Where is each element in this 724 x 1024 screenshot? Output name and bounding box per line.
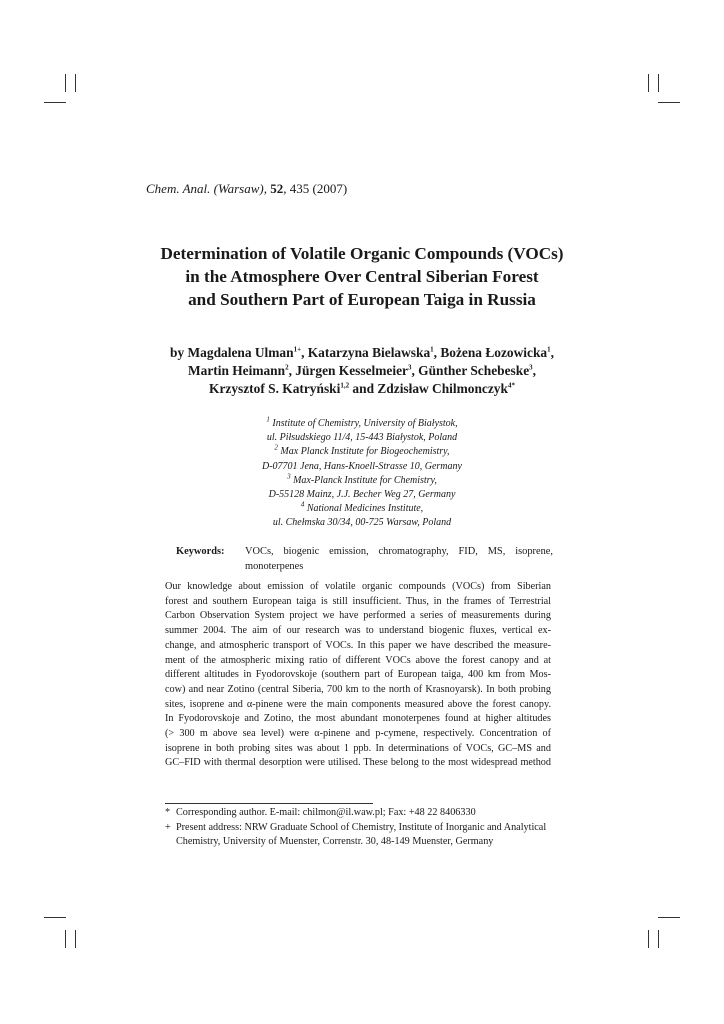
author-separator: and <box>349 381 378 396</box>
affiliation-line <box>160 417 564 431</box>
abstract-line: cow) and near Zotino (central Siberia, 700 km to the north of Krasnoyarsk). In both probing <box>165 683 551 695</box>
affiliations <box>160 417 564 531</box>
affiliation-text: National Medicines Institute, <box>304 503 424 515</box>
author-affiliation-mark: 1 <box>547 345 551 354</box>
abstract-line: In Fyodorovskoje and Zotino, the most abundant monoterpenes found at higher altitudes <box>165 713 551 725</box>
crop-mark <box>658 102 680 103</box>
author-separator: , <box>550 345 554 360</box>
author-name: Zdzisław Chilmonczyk <box>377 381 508 396</box>
crop-mark <box>44 102 66 103</box>
footnotes <box>165 806 589 850</box>
author-affiliation-mark: 3 <box>407 363 412 372</box>
author-line <box>100 380 624 398</box>
abstract-line: different altitudes in Fyodorovskoje (southern part of European taiga, 400 km from Mos- <box>165 669 551 681</box>
affiliation-line <box>160 431 564 445</box>
author-name: Martin Heimann <box>188 363 286 378</box>
journal-volume: 52 <box>270 181 284 196</box>
author-line <box>100 344 624 362</box>
title-line: Determination of Volatile Organic Compounds (VOCs) <box>160 244 564 263</box>
author-separator: , <box>433 345 441 360</box>
footnote-rule <box>165 803 373 804</box>
author-name: Katarzyna Bielawska <box>307 345 431 360</box>
author-name: Günther Schebeske <box>418 363 530 378</box>
author-affiliation-mark: 1,2 <box>340 381 350 390</box>
abstract-line: isoprene in both probing sites was about 1 ppb. In determinations of VOCs, GC–MS and <box>165 742 551 754</box>
affiliation-mark: 2 <box>274 444 278 453</box>
affiliation-text: Max Planck Institute for Biogeochemistry, <box>277 446 450 458</box>
crop-mark <box>44 917 66 918</box>
author-name: Jürgen Kesselmeier <box>295 363 408 378</box>
abstract <box>165 580 551 771</box>
journal-pages-year: , 435 (2007) <box>283 181 348 196</box>
journal-citation <box>146 181 347 197</box>
keywords-label: Keywords: <box>176 546 225 557</box>
affiliation-line <box>160 502 564 516</box>
affiliation-line <box>160 516 564 530</box>
affiliation-text: Institute of Chemistry, University of Białystok, <box>269 418 458 429</box>
affiliation-line <box>160 445 564 459</box>
affiliation-text: ul. Chełmska 30/34, 00-725 Warsaw, Poland <box>272 517 452 529</box>
keywords-text: VOCs, biogenic emission, chromatography, FID, MS, isoprene, monoterpenes <box>245 546 553 572</box>
affiliation-text: D-55128 Mainz, J.J. Becher Weg 27, Germany <box>268 489 456 501</box>
crop-mark <box>658 74 659 92</box>
author-separator: , <box>288 363 296 378</box>
author-affiliation-mark: 3 <box>529 363 533 372</box>
author-line <box>100 362 624 380</box>
author-separator: , <box>411 363 419 378</box>
crop-mark <box>658 917 680 918</box>
affiliation-text: D-07701 Jena, Hans-Knoell-Strasse 10, Germany <box>262 460 462 472</box>
abstract-line: Our knowledge about emission of volatile organic compounds (VOCs) from Siberian <box>165 581 551 592</box>
abstract-line: GC–FID with thermal desorption were utilised. These belong to the most widespread method <box>165 757 551 769</box>
crop-mark <box>648 930 649 948</box>
crop-mark <box>65 74 66 92</box>
affiliation-mark: 1 <box>266 415 270 424</box>
title-line: in the Atmosphere Over Central Siberian Forest <box>185 267 539 286</box>
crop-mark <box>75 74 76 92</box>
author-separator: , <box>532 363 536 378</box>
author-affiliation-mark: 2 <box>285 363 289 372</box>
footnote-line: Present address: NRW Graduate School of Chemistry, Institute of Inorganic and Analytical <box>176 821 547 833</box>
abstract-line: (> 300 m above sea level) were α-pinene and p-cymene, respectively. Concentration of <box>165 728 551 740</box>
abstract-line: change, and atmospheric transport of VOCs. In this paper we have described the measure- <box>165 639 551 651</box>
footnote-line: Chemistry, University of Muenster, Correnstr. 30, 48-149 Muenster, Germany <box>176 836 494 847</box>
affiliation-line <box>160 460 564 474</box>
author-affiliation-mark: 4* <box>507 381 515 390</box>
footnote-line: Corresponding author. E-mail: chilmon@il.waw.pl; Fax: +48 22 8406330 <box>176 807 476 818</box>
abstract-line: Carbon Observation System project we have performed a series of measurements during <box>165 610 551 622</box>
footnote <box>165 821 589 850</box>
author-name: Krzysztof S. Katryński <box>209 381 341 396</box>
affiliation-mark: 3 <box>287 472 291 481</box>
crop-mark <box>648 74 649 92</box>
author-affiliation-mark: 1 <box>430 345 434 354</box>
footnote-mark: * <box>165 807 171 818</box>
abstract-line: summer 2004. The aim of our research was to understand biogenic fluxes, vertical ex- <box>165 625 551 637</box>
footnote <box>165 806 589 821</box>
affiliation-text: ul. Piłsudskiego 11/4, 15-443 Białystok, Poland <box>266 432 458 444</box>
paper-title <box>100 242 624 311</box>
author-affiliation-mark: 1+ <box>293 345 302 354</box>
abstract-line: ment of the atmospheric mixing ratio of different VOCs above the forest canopy and at <box>165 654 551 666</box>
crop-mark <box>75 930 76 948</box>
crop-mark <box>658 930 659 948</box>
journal-name: Chem. Anal. (Warsaw), <box>146 181 267 196</box>
author-prefix: by <box>170 345 188 360</box>
affiliation-line <box>160 488 564 502</box>
abstract-line: forest and southern European taiga is still insufficient. Thus, in the frames of Terrestrial <box>165 595 551 607</box>
footnote-mark: + <box>165 821 171 833</box>
crop-mark <box>65 930 66 948</box>
author-list <box>100 344 624 398</box>
affiliation-line <box>160 474 564 488</box>
title-line: and Southern Part of European Taiga in Russia <box>188 290 536 309</box>
author-separator: , <box>301 345 308 360</box>
abstract-line: sites, isoprene and α-pinene were the main components measured above the forest canopy. <box>165 698 551 710</box>
author-name: Bożena Łozowicka <box>440 345 548 360</box>
author-name: Magdalena Ulman <box>187 345 294 360</box>
affiliation-mark: 4 <box>300 500 305 509</box>
affiliation-text: Max-Planck Institute for Chemistry, <box>290 474 437 486</box>
